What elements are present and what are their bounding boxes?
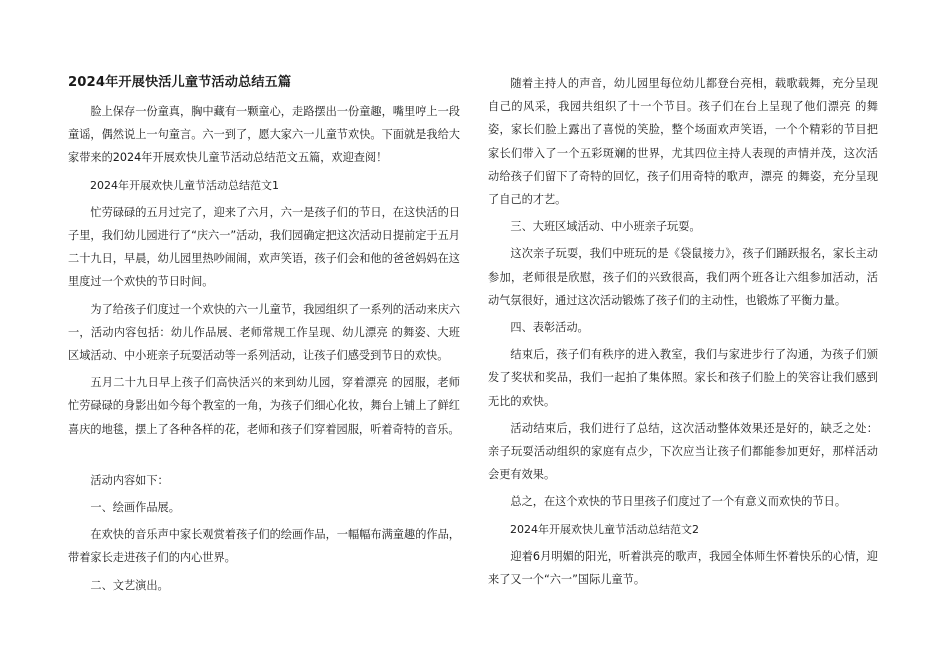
item-heading: 二、文艺演出。 [90,578,169,592]
paragraph: 忙劳碌碌的五月过完了，迎来了六月，六一是孩子们的节日，在这快活的日子里，我们幼儿园进行了“庆六一”活动，我们园确定把这次活动日提前定于五月二十九日，早晨，幼儿园里热吵闹闹，欢声笑语，孩子们会和他的爸爸妈妈在这里度过一个欢快的节日时间。 [68,205,460,289]
section-heading-2: 2024年开展欢快儿童节活动总结范文2 [510,522,699,536]
paragraph: 为了给孩子们度过一个欢快的六一儿童节，我园组织了一系列的活动来庆六一，活动内容包括：幼儿作品展、老师常规工作呈现、幼儿漂亮 的舞姿、大班区域活动、中小班亲子玩耍活动等一系列活动，让孩子们感受到节日的欢快。 [68,302,460,363]
paragraph: 随着主持人的声音，幼儿园里每位幼儿都登台亮相，载歌载舞，充分呈现自己的风采，我园共组织了十一个节目。孩子们在台上呈现了他们漂亮 的舞姿，家长们脸上露出了喜悦的笑脸，整个场面欢声笑语，一个个精彩的节目把家长们带入了一个五彩斑斓的世界，尤其四位主持人表现的声情并茂，这次活动给孩子们留下了奇特的回忆，孩子们用奇特的歌声，漂亮 的舞姿，充分呈现了自己的才艺。 [488,77,878,207]
item-heading: 三、大班区域活动、中小班亲子玩耍。 [510,220,701,234]
paragraph: 在欢快的音乐声中家长观赏着孩子们的绘画作品，一幅幅布满童趣的作品，带着家长走进孩子们的内心世界。 [68,528,460,565]
list-heading: 活动内容如下： [90,473,169,487]
spacer [68,445,460,469]
paragraph: 结束后，孩子们有秩序的进入教室，我们与家进步行了沟通，为孩子们颁发了奖状和奖品，我们一起拍了集体照。家长和孩子们脸上的笑容让我们感到无比的欢快。 [488,348,878,408]
item-heading: 四、表彰活动。 [510,321,589,335]
paragraph: 迎着6月明媚的阳光，听着洪亮的歌声，我园全体师生怀着快乐的心情，迎来了又一个“六一”国际儿童节。 [488,549,878,587]
paragraph: 五月二十九日早上孩子们高快活兴的来到幼儿园，穿着漂亮 的园服，老师忙劳碌碌的身影出如今每个教室的一角，为孩子们细心化妆，舞台上铺上了鲜红喜庆的地毯，摆上了各种各样的花，老师和孩子们穿着园服，听着奇特的音乐。 [68,376,460,436]
section-heading-1: 2024年开展欢快儿童节活动总结范文1 [90,178,279,192]
paragraph: 总之，在这个欢快的节日里孩子们度过了一个有意义而欢快的节日。 [510,495,847,509]
document-title: 2024年开展快活儿童节活动总结五篇 [68,75,292,90]
paragraph: 这次亲子玩耍，我们中班玩的是《袋鼠接力》，孩子们踊跃报名，家长主动参加，老师很是欣慰，孩子们的兴致很高，我们两个班各让六组参加活动，活动气氛很好，通过这次活动锻炼了孩子们的主动性，也锻炼了平衡力量。 [488,247,878,307]
item-heading: 一、绘画作品展。 [90,501,180,515]
left-column [68,72,460,601]
right-column [488,72,878,595]
intro-paragraph: 脸上保存一份童真，胸中藏有一颗童心，走路摆出一份童趣，嘴里哼上一段童谣，偶然说上一句童言。六一到了，愿大家六一儿童节欢快。下面就是我给大家带来的2024年开展欢快儿童节活动总结范文五篇，欢迎查阅！ [68,105,460,165]
paragraph: 活动结束后，我们进行了总结，这次活动整体效果还是好的，缺乏之处：亲子玩耍活动组织的家庭有点少，下次应当让孩子们都能参加更好，那样活动会更有效果。 [488,421,878,482]
